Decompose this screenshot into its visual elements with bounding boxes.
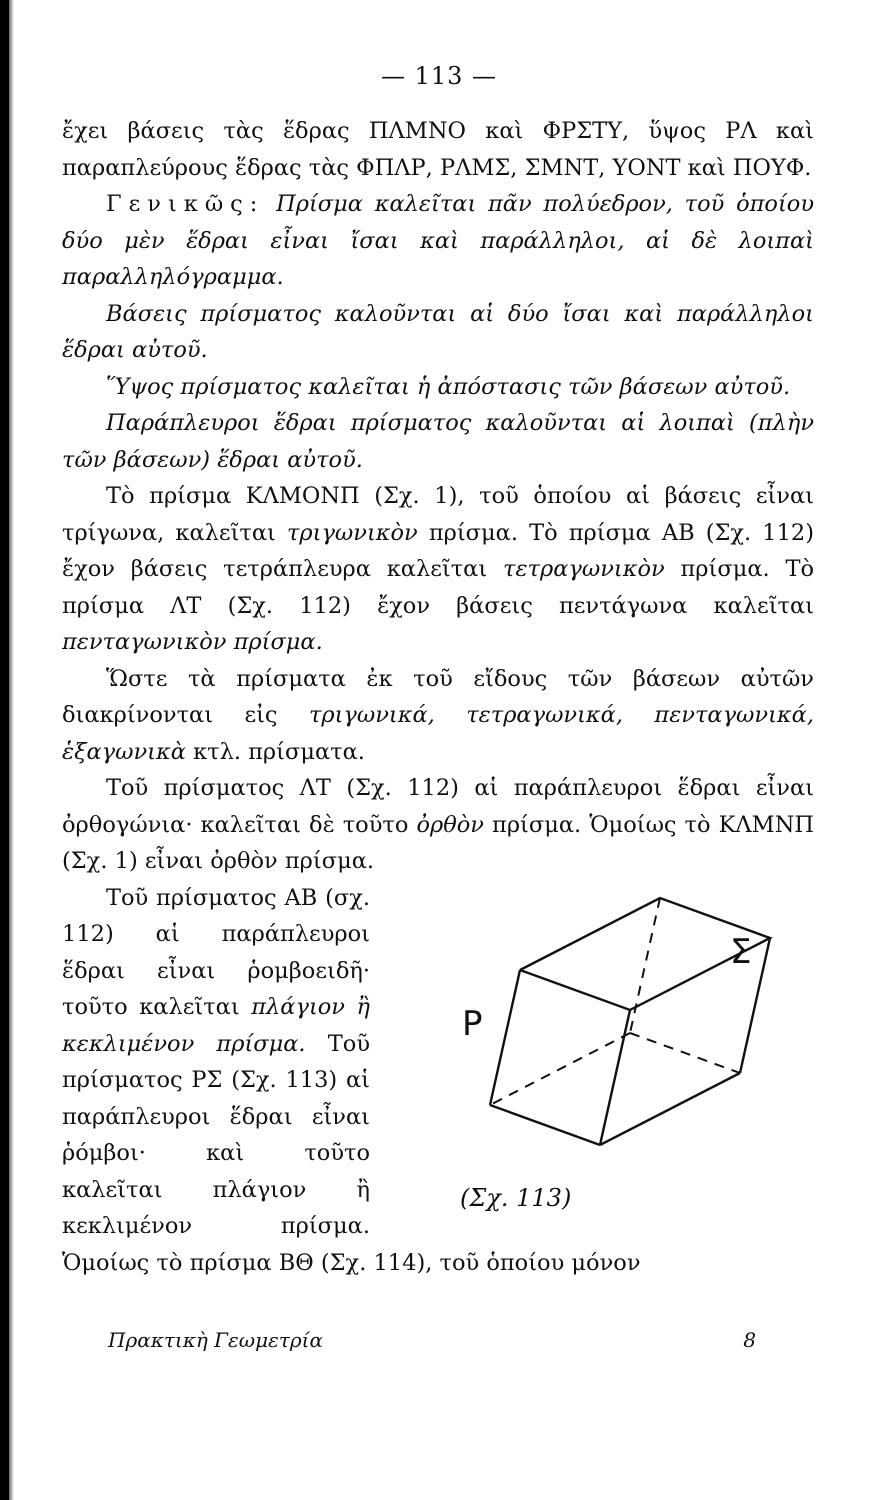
paragraph-prism-types: Τὸ πρίσμα ΚΛΜΟΝΠ (Σχ. 1), τοῦ ὁποίου αἱ βάσεις εἶναι τρίγωνα, καλεῖται τριγωνικὸν πρίσμα. Τὸ πρίσμα ΑΒ (Σχ. 112) ἔχον βάσεις τετράπλευρα καλεῖται τετραγωνικὸν πρίσμα. Τὸ πρίσμα ΛΤ (Σχ. 112) ἔχον βάσεις πεντάγωνα καλεῖται πενταγωνικὸν πρίσμα. [62, 483, 815, 655]
oblique-prism-drawing [370, 880, 814, 1220]
spaced-lead: Γενικῶς: [106, 191, 265, 217]
footer-book-title: Πρακτικὴ Γεωμετρία [108, 1328, 323, 1352]
paragraph-prism-example: ἔχει βάσεις τὰς ἕδρας ΠΛΜΝΟ καὶ ΦΡΣΤΥ, ὕψος ΡΛ καὶ παραπλεύρους ἕδρας τὰς ΦΠΛΡ, ΡΛΜΣ, ΣΜΝΤ, ΥΟΝΤ καὶ ΠΟΥΦ. [62, 118, 814, 181]
page-number: — 113 — [380, 62, 498, 90]
paragraph-right-prism: Τοῦ πρίσματος ΛΤ (Σχ. 112) αἱ παράπλευροι ἕδραι εἶναι ὀρθογώνια· καλεῖται δὲ τοῦτο ὀρθὸν πρίσμα. Ὁμοίως τὸ ΚΛΜΝΠ (Σχ. 1) εἶναι ὀρθὸν πρίσμα. [62, 775, 814, 874]
figure-caption: (Σχ. 113) [460, 1183, 572, 1212]
paragraph-classification: Ὥστε τὰ πρίσματα ἐκ τοῦ εἴδους τῶν βάσεων αὐτῶν διακρίνονται εἰς τριγωνικά, τετραγωνικά, πενταγωνικά, ἑξαγωνικὰ κτλ. πρίσματα. [62, 665, 814, 765]
paragraph-lateral-faces-definition: Παράπλευροι ἕδραι πρίσματος καλοῦνται αἱ λοιπαὶ (πλὴν τῶν βάσεων) ἕδραι αὐτοῦ. [62, 410, 814, 473]
figure-label-p: P [462, 1003, 483, 1044]
paragraph-bases-definition: Βάσεις πρίσματος καλοῦνται αἱ δύο ἴσαι καὶ παράλληλοι ἕδραι αὐτοῦ. [62, 300, 814, 363]
paragraph-oblique-prism: Τοῦ πρίσματος ΑΒ (σχ. 112) αἱ παράπλευροι ἕδραι εἶναι ῥομβοειδῆ· τοῦτο καλεῖται πλάγιον ἢ κεκλιμένον πρίσμα. Τοῦ πρίσματος ΡΣ (Σχ. 113) αἱ παράπλευροι ἕδραι εἶναι ῥόμβοι· καὶ τοῦτο καλεῖται πλάγιον ἢ κεκλιμένον πρίσμα. Ὁμοίως τὸ πρίσμα ΒΘ (Σχ. 114), τοῦ ὁποίου μόνον [62, 884, 641, 1276]
figure-label-sigma: Σ [730, 931, 752, 972]
paragraph-height-definition: Ὕψος πρίσματος καλεῖται ἡ ἀπόστασις τῶν βάσεων αὐτοῦ. [106, 373, 791, 400]
page-edge-shadow [9, 0, 14, 1500]
page-edge [0, 0, 9, 1500]
page-body [62, 113, 814, 1281]
footer-signature-mark: 8 [743, 1328, 756, 1352]
page-footer [108, 1328, 756, 1352]
definition-prism: Πρίσμα καλεῖται πᾶν πολύεδρον, τοῦ ὁποίου δύο μὲν ἕδραι εἶναι ἴσαι καὶ παράλληλοι, αἱ δὲ λοιπαὶ παραλληλόγραμμα. [62, 191, 814, 290]
paragraph-prism-definition [62, 186, 814, 296]
figure-113 [370, 880, 814, 1220]
